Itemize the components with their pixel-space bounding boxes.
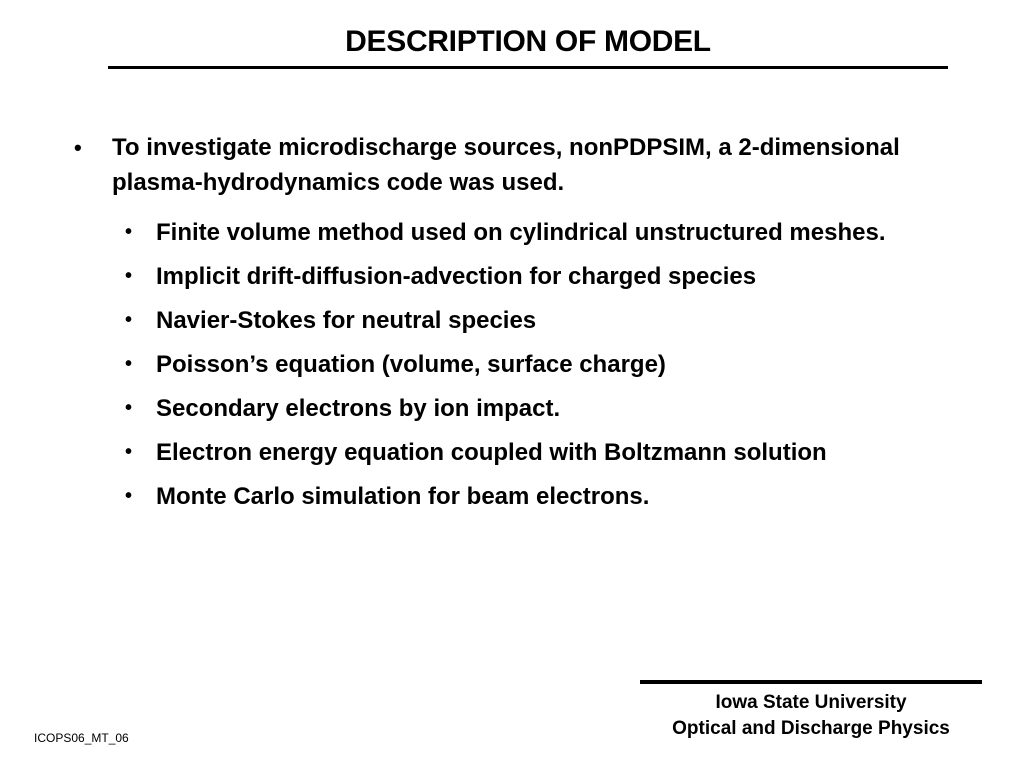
bullet-icon: • (125, 441, 133, 463)
sub-bullet (122, 479, 962, 514)
sub-bullet-text: Implicit drift-diffusion-advection for charged species (156, 263, 757, 290)
sub-bullet (122, 215, 962, 250)
sub-bullet (122, 303, 962, 338)
main-bullet (70, 130, 900, 200)
bullet-icon: • (125, 485, 133, 507)
bullet-icon: • (125, 265, 133, 287)
slide-title: DESCRIPTION OF MODEL (345, 25, 711, 58)
sub-bullet-text: Secondary electrons by ion impact. (156, 395, 561, 422)
sub-bullet-text: Monte Carlo simulation for beam electrons. (156, 483, 650, 510)
sub-bullet-list (122, 215, 962, 523)
bullet-icon: • (74, 135, 82, 160)
sub-bullet (122, 391, 962, 426)
title-divider (108, 66, 948, 69)
sub-bullet-text: Navier-Stokes for neutral species (156, 307, 537, 334)
footer-divider (640, 680, 982, 684)
sub-bullet-text: Finite volume method used on cylindrical unstructured meshes. (156, 219, 886, 246)
bullet-icon: • (125, 221, 133, 243)
bullet-icon: • (125, 309, 133, 331)
sub-bullet-text: Poisson’s equation (volume, surface charge) (156, 351, 666, 378)
footer-university: Iowa State University (715, 692, 907, 713)
sub-bullet (122, 347, 962, 382)
main-bullet-text: To investigate microdischarge sources, nonPDPSIM, a 2-dimensional plasma-hydrodynamics code was used. (112, 134, 900, 196)
sub-bullet (122, 259, 962, 294)
bullet-icon: • (125, 353, 133, 375)
sub-bullet-text: Electron energy equation coupled with Boltzmann solution (156, 439, 827, 466)
footer-group: Optical and Discharge Physics (672, 718, 950, 739)
slide-code: ICOPS06_MT_06 (34, 731, 129, 745)
sub-bullet (122, 435, 962, 470)
bullet-icon: • (125, 397, 133, 419)
footer-organization (640, 690, 982, 742)
